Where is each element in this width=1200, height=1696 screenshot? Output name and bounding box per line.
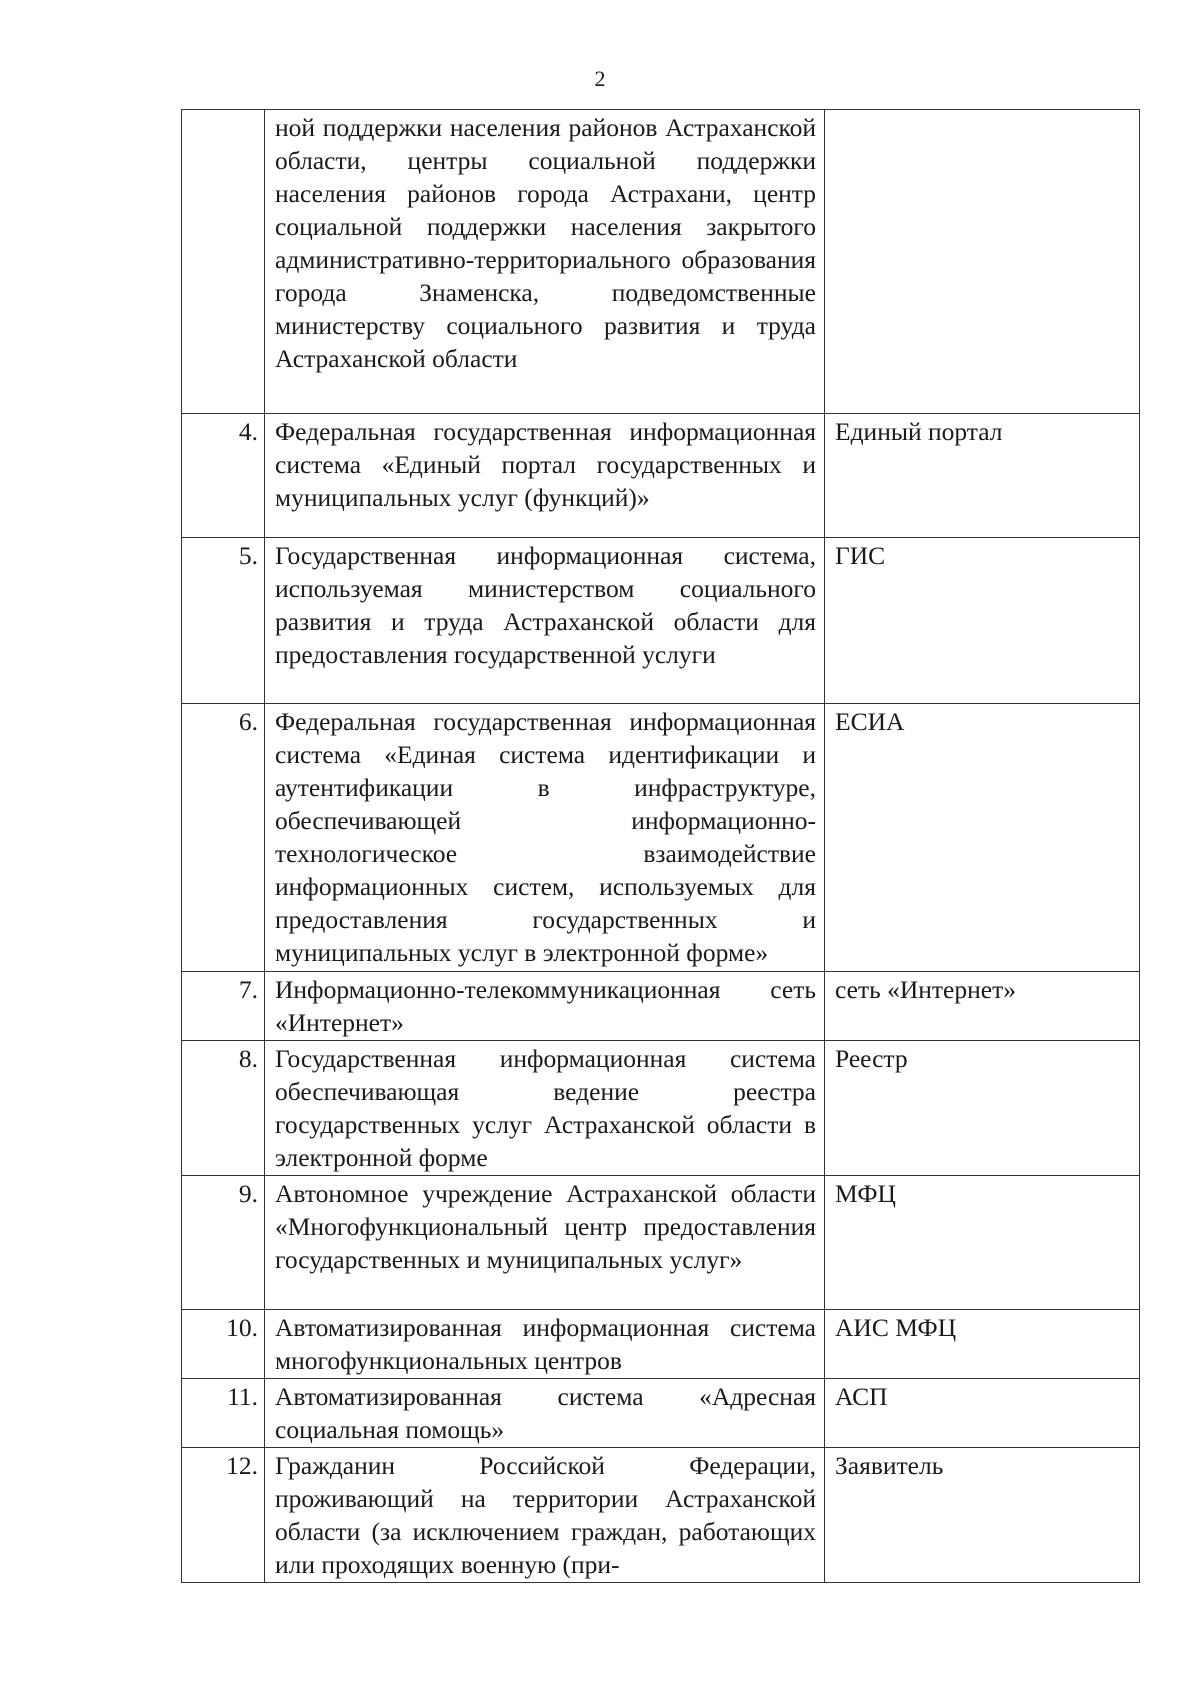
row-abbreviation [825, 110, 1140, 414]
row-description: Федеральная государственная информационная система «Единая система идентификации и аутентификации в инфраструктуре, обеспечивающей информационно-технологическое взаимодействие информационных систем, используемых для предоставления государственных и муниципальных услуг в электронной форме» [265, 704, 825, 972]
table-row [182, 704, 1140, 972]
abbreviations-table [181, 109, 1140, 1583]
row-abbreviation: Реестр [825, 1041, 1140, 1176]
row-number: 6. [182, 704, 265, 972]
row-number: 5. [182, 538, 265, 704]
row-abbreviation: ЕСИА [825, 704, 1140, 972]
row-abbreviation: МФЦ [825, 1176, 1140, 1310]
row-description: Автоматизированная информационная система многофункциональных центров [265, 1310, 825, 1379]
row-description: Автоматизированная система «Адресная социальная помощь» [265, 1379, 825, 1448]
page-number: 2 [594, 66, 606, 91]
row-abbreviation: Заявитель [825, 1448, 1140, 1583]
table-row [182, 1176, 1140, 1310]
row-number: 11. [182, 1379, 265, 1448]
row-abbreviation: сеть «Интернет» [825, 972, 1140, 1041]
row-abbreviation: АСП [825, 1379, 1140, 1448]
row-description: ной поддержки населения районов Астраханской области, центры социальной поддержки населения районов города Астрахани, центр социальной поддержки населения закрытого административно-территориального образования города Знаменска, подведомственные министерству социального развития и труда Астраханской области [265, 110, 825, 414]
row-number: 4. [182, 414, 265, 538]
row-description: Гражданин Российской Федерации, проживающий на территории Астраханской области (за исключением граждан, работающих или проходящих военную (при- [265, 1448, 825, 1583]
row-description: Федеральная государственная информационная система «Единый портал государственных и муниципальных услуг (функций)» [265, 414, 825, 538]
table-row [182, 1310, 1140, 1379]
table-row [182, 972, 1140, 1041]
row-number: 12. [182, 1448, 265, 1583]
row-number [182, 110, 265, 414]
table-row [182, 1379, 1140, 1448]
row-number: 9. [182, 1176, 265, 1310]
table-row [182, 1041, 1140, 1176]
row-description: Государственная информационная система, используемая министерством социального развития и труда Астраханской области для предоставления государственной услуги [265, 538, 825, 704]
row-number: 8. [182, 1041, 265, 1176]
table-row [182, 110, 1140, 414]
row-abbreviation: Единый портал [825, 414, 1140, 538]
table-row [182, 538, 1140, 704]
row-number: 7. [182, 972, 265, 1041]
row-description: Автономное учреждение Астраханской области «Многофункциональный центр предоставления государственных и муниципальных услуг» [265, 1176, 825, 1310]
table-row [182, 1448, 1140, 1583]
row-abbreviation: АИС МФЦ [825, 1310, 1140, 1379]
row-abbreviation: ГИС [825, 538, 1140, 704]
table-row [182, 414, 1140, 538]
row-number: 10. [182, 1310, 265, 1379]
row-description: Государственная информационная система обеспечивающая ведение реестра государственных услуг Астраханской области в электронной форме [265, 1041, 825, 1176]
row-description: Информационно-телекоммуникационная сеть «Интернет» [265, 972, 825, 1041]
